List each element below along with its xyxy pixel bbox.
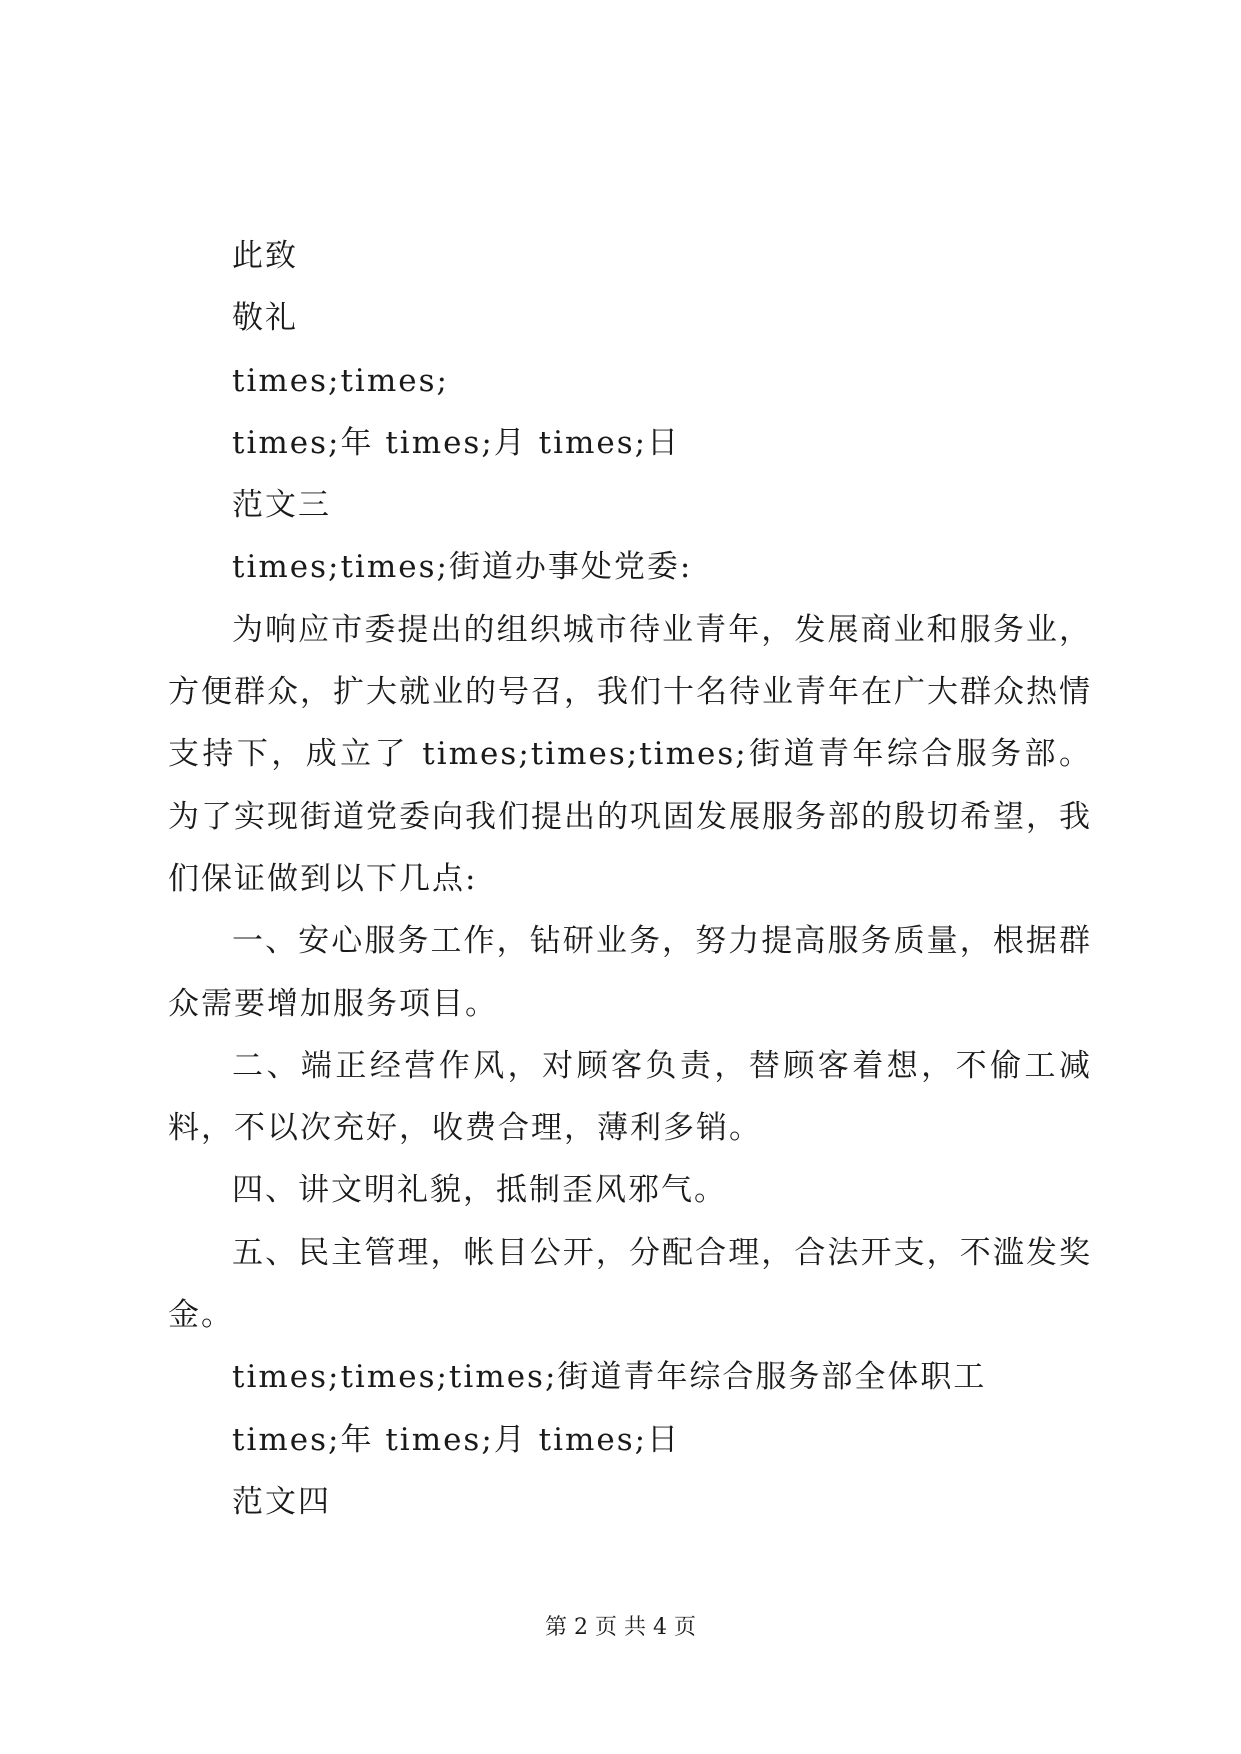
- list-item-4: 四、讲文明礼貌，抵制歪风邪气。: [232, 1172, 727, 1209]
- signature-line: times;times;: [232, 362, 449, 399]
- section-heading-3: 范文三: [232, 487, 331, 524]
- page-number-footer: 第 2 页 共 4 页: [545, 1615, 696, 1640]
- closing-line-2: 敬礼: [232, 300, 298, 337]
- document-body: [168, 225, 1092, 1533]
- list-item-2: 二、端正经营作风，对顾客负责，替顾客着想，不偷工减料，不以次充好，收费合理，薄利多销。: [168, 1047, 1092, 1147]
- list-item-5: 五、民主管理，帐目公开，分配合理，合法开支，不滥发奖金。: [168, 1234, 1092, 1334]
- paragraph-intro: 为响应市委提出的组织城市待业青年，发展商业和服务业，方便群众，扩大就业的号召，我们十名待业青年在广大群众热情支持下，成立了 times;times;times;街道青年综合服务部。为了实现街道党委向我们提出的巩固发展服务部的殷切希望，我们保证做到以下几点:: [168, 611, 1092, 897]
- date-line-2: times;年 times;月 times;日: [232, 1421, 681, 1458]
- list-item-1: 一、安心服务工作，钻研业务，努力提高服务质量，根据群众需要增加服务项目。: [168, 923, 1092, 1022]
- signature-line-2: times;times;times;街道青年综合服务部全体职工: [232, 1359, 987, 1396]
- salutation-line: times;times;街道办事处党委:: [232, 549, 693, 586]
- closing-line-1: 此致: [232, 238, 298, 274]
- date-line: times;年 times;月 times;日: [232, 424, 681, 461]
- section-heading-4: 范文四: [232, 1483, 331, 1520]
